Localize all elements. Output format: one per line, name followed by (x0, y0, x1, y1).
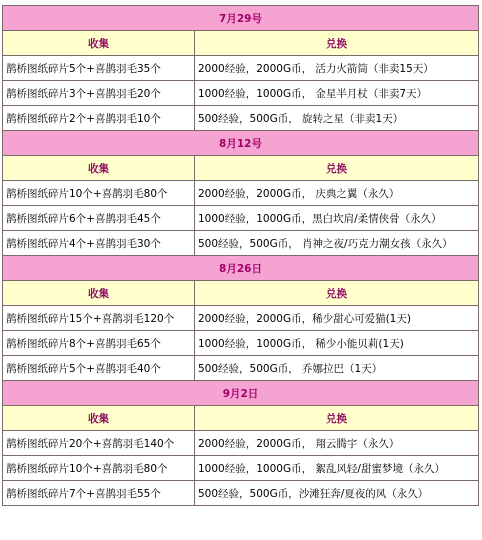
section-date-row (3, 256, 479, 281)
exchange-header: 兑换 (195, 31, 479, 56)
section-header-row (3, 406, 479, 431)
exchange-cell: 2000经验，2000G币， 活力火箭筒（非卖15天） (195, 56, 479, 81)
section-date: 8月26日 (3, 256, 479, 281)
exchange-cell: 2000经验，2000G币，稀少甜心可爱猫(1天) (195, 306, 479, 331)
collect-cell: 鹊桥图纸碎片6个+喜鹊羽毛45个 (3, 206, 195, 231)
collect-cell: 鹊桥图纸碎片20个+喜鹊羽毛140个 (3, 431, 195, 456)
collect-header: 收集 (3, 31, 195, 56)
exchange-cell: 1000经验，1000G币，黑白坎肩/柔情侠骨（永久） (195, 206, 479, 231)
section-header-row (3, 31, 479, 56)
table-row (3, 456, 479, 481)
section-date: 7月29号 (3, 6, 479, 31)
table-row (3, 481, 479, 506)
section-date-row (3, 131, 479, 156)
table-row (3, 356, 479, 381)
exchange-header: 兑换 (195, 281, 479, 306)
exchange-cell: 500经验，500G币，沙滩狂奔/夏夜的风（永久） (195, 481, 479, 506)
table-row (3, 206, 479, 231)
collect-cell: 鹊桥图纸碎片5个+喜鹊羽毛40个 (3, 356, 195, 381)
collect-cell: 鹊桥图纸碎片3个+喜鹊羽毛20个 (3, 81, 195, 106)
section-date-row (3, 6, 479, 31)
collect-header: 收集 (3, 156, 195, 181)
exchange-header: 兑换 (195, 406, 479, 431)
collect-cell: 鹊桥图纸碎片2个+喜鹊羽毛10个 (3, 106, 195, 131)
collect-cell: 鹊桥图纸碎片10个+喜鹊羽毛80个 (3, 456, 195, 481)
table-row (3, 306, 479, 331)
table-row (3, 331, 479, 356)
exchange-cell: 2000经验，2000G币， 翔云腾宇（永久） (195, 431, 479, 456)
exchange-cell: 1000经验，1000G币， 稀少小能贝莉(1天) (195, 331, 479, 356)
table-row (3, 181, 479, 206)
exchange-cell: 500经验，500G币， 乔娜拉巴（1天） (195, 356, 479, 381)
collect-cell: 鹊桥图纸碎片8个+喜鹊羽毛65个 (3, 331, 195, 356)
exchange-header: 兑换 (195, 156, 479, 181)
exchange-cell: 2000经验，2000G币， 庆典之翼（永久） (195, 181, 479, 206)
table-row (3, 81, 479, 106)
collect-cell: 鹊桥图纸碎片7个+喜鹊羽毛55个 (3, 481, 195, 506)
exchange-cell: 1000经验，1000G币， 金星半月杖（非卖7天） (195, 81, 479, 106)
collect-header: 收集 (3, 406, 195, 431)
table-row (3, 106, 479, 131)
table-row (3, 231, 479, 256)
exchange-cell: 500经验，500G币， 旋转之星（非卖1天） (195, 106, 479, 131)
exchange-table (2, 5, 479, 506)
section-date: 9月2日 (3, 381, 479, 406)
collect-cell: 鹊桥图纸碎片10个+喜鹊羽毛80个 (3, 181, 195, 206)
section-header-row (3, 156, 479, 181)
exchange-cell: 1000经验，1000G币， 絮乱风轻/甜蜜梦境（永久） (195, 456, 479, 481)
collect-cell: 鹊桥图纸碎片4个+喜鹊羽毛30个 (3, 231, 195, 256)
table-row (3, 431, 479, 456)
collect-cell: 鹊桥图纸碎片15个+喜鹊羽毛120个 (3, 306, 195, 331)
section-date: 8月12号 (3, 131, 479, 156)
collect-cell: 鹊桥图纸碎片5个+喜鹊羽毛35个 (3, 56, 195, 81)
section-header-row (3, 281, 479, 306)
section-date-row (3, 381, 479, 406)
exchange-cell: 500经验，500G币， 肖神之夜/巧克力潮女孩（永久） (195, 231, 479, 256)
table-row (3, 56, 479, 81)
collect-header: 收集 (3, 281, 195, 306)
